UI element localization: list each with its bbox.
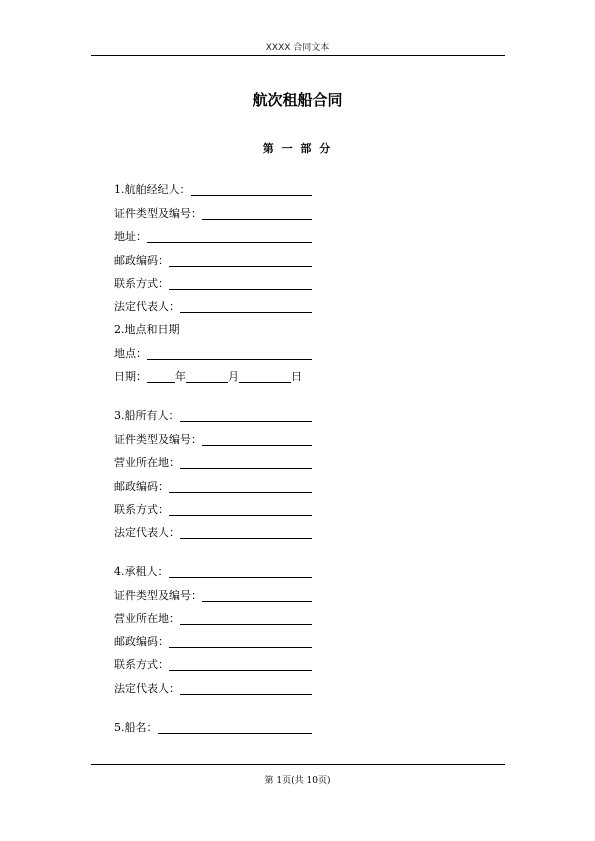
charterer-contact-blank[interactable] (169, 658, 312, 671)
charterer-business-address-label: 营业所在地： (114, 612, 180, 625)
shipowner-postcode-field[interactable] (114, 478, 312, 494)
month-label: 月 (228, 370, 239, 383)
place-field[interactable] (114, 345, 312, 361)
charterer-business-address-field[interactable] (114, 610, 312, 626)
date-label: 日期： (114, 370, 147, 383)
year-blank[interactable] (147, 370, 175, 383)
broker-representative-label: 法定代表人： (114, 300, 180, 313)
place-date-heading (114, 321, 312, 337)
place-date-label: 2.地点和日期 (114, 323, 180, 336)
charterer-id-label: 证件类型及编号： (114, 589, 202, 602)
shipowner-representative-field[interactable] (114, 524, 312, 540)
footer-divider (91, 764, 505, 765)
broker-id-field[interactable] (114, 205, 312, 221)
broker-representative-blank[interactable] (180, 300, 312, 313)
part-title: 第 一 部 分 (262, 142, 333, 155)
broker-representative-field[interactable] (114, 298, 312, 314)
broker-id-label: 证件类型及编号： (114, 207, 202, 220)
page-header: XXXX 合同文本 (265, 43, 330, 53)
ship-name-blank[interactable] (158, 721, 313, 734)
charterer-contact-label: 联系方式： (114, 658, 169, 671)
year-label: 年 (175, 370, 186, 383)
broker-field[interactable] (114, 181, 312, 197)
charterer-business-address-blank[interactable] (180, 612, 312, 625)
shipowner-business-address-field[interactable] (114, 454, 312, 470)
place-label: 地点： (114, 347, 147, 360)
shipowner-contact-field[interactable] (114, 501, 312, 517)
shipowner-blank[interactable] (180, 409, 313, 422)
charterer-representative-field[interactable] (114, 680, 312, 696)
shipowner-postcode-label: 邮政编码： (114, 480, 169, 493)
place-blank[interactable] (147, 347, 312, 360)
broker-contact-label: 联系方式： (114, 277, 169, 290)
shipowner-id-label: 证件类型及编号： (114, 433, 202, 446)
shipowner-id-blank[interactable] (202, 433, 312, 446)
shipowner-business-address-blank[interactable] (180, 456, 312, 469)
day-label: 日 (291, 370, 302, 383)
charterer-postcode-label: 邮政编码： (114, 635, 169, 648)
shipowner-label: 3.船所有人： (114, 409, 180, 422)
ship-name-label: 5.船名： (114, 721, 158, 734)
charterer-postcode-field[interactable] (114, 633, 312, 649)
charterer-field[interactable] (114, 563, 312, 579)
ship-name-field[interactable] (114, 719, 312, 735)
charterer-contact-field[interactable] (114, 656, 312, 672)
shipowner-representative-blank[interactable] (180, 526, 312, 539)
shipowner-representative-label: 法定代表人： (114, 526, 180, 539)
broker-id-blank[interactable] (202, 207, 312, 220)
broker-postcode-blank[interactable] (169, 254, 312, 267)
page-number: 第 1页(共 10页) (264, 776, 331, 786)
date-field[interactable] (114, 368, 314, 384)
charterer-label: 4.承租人： (114, 565, 169, 578)
charterer-id-blank[interactable] (202, 589, 312, 602)
broker-contact-blank[interactable] (169, 277, 312, 290)
shipowner-id-field[interactable] (114, 431, 312, 447)
charterer-blank[interactable] (169, 565, 313, 578)
broker-postcode-label: 邮政编码： (114, 254, 169, 267)
broker-address-blank[interactable] (147, 230, 312, 243)
broker-address-field[interactable] (114, 228, 312, 244)
shipowner-field[interactable] (114, 407, 312, 423)
document-title: 航次租船合同 (252, 91, 343, 109)
broker-label: 1.航舶经纪人： (114, 183, 191, 196)
shipowner-contact-blank[interactable] (169, 503, 312, 516)
broker-blank[interactable] (191, 183, 313, 196)
charterer-representative-label: 法定代表人： (114, 682, 180, 695)
charterer-representative-blank[interactable] (180, 682, 312, 695)
month-blank[interactable] (186, 370, 228, 383)
broker-postcode-field[interactable] (114, 252, 312, 268)
charterer-id-field[interactable] (114, 587, 312, 603)
day-blank[interactable] (239, 370, 291, 383)
charterer-postcode-blank[interactable] (169, 635, 312, 648)
header-divider (91, 55, 505, 56)
shipowner-business-address-label: 营业所在地： (114, 456, 180, 469)
broker-address-label: 地址： (114, 230, 147, 243)
broker-contact-field[interactable] (114, 275, 312, 291)
shipowner-contact-label: 联系方式： (114, 503, 169, 516)
shipowner-postcode-blank[interactable] (169, 480, 312, 493)
